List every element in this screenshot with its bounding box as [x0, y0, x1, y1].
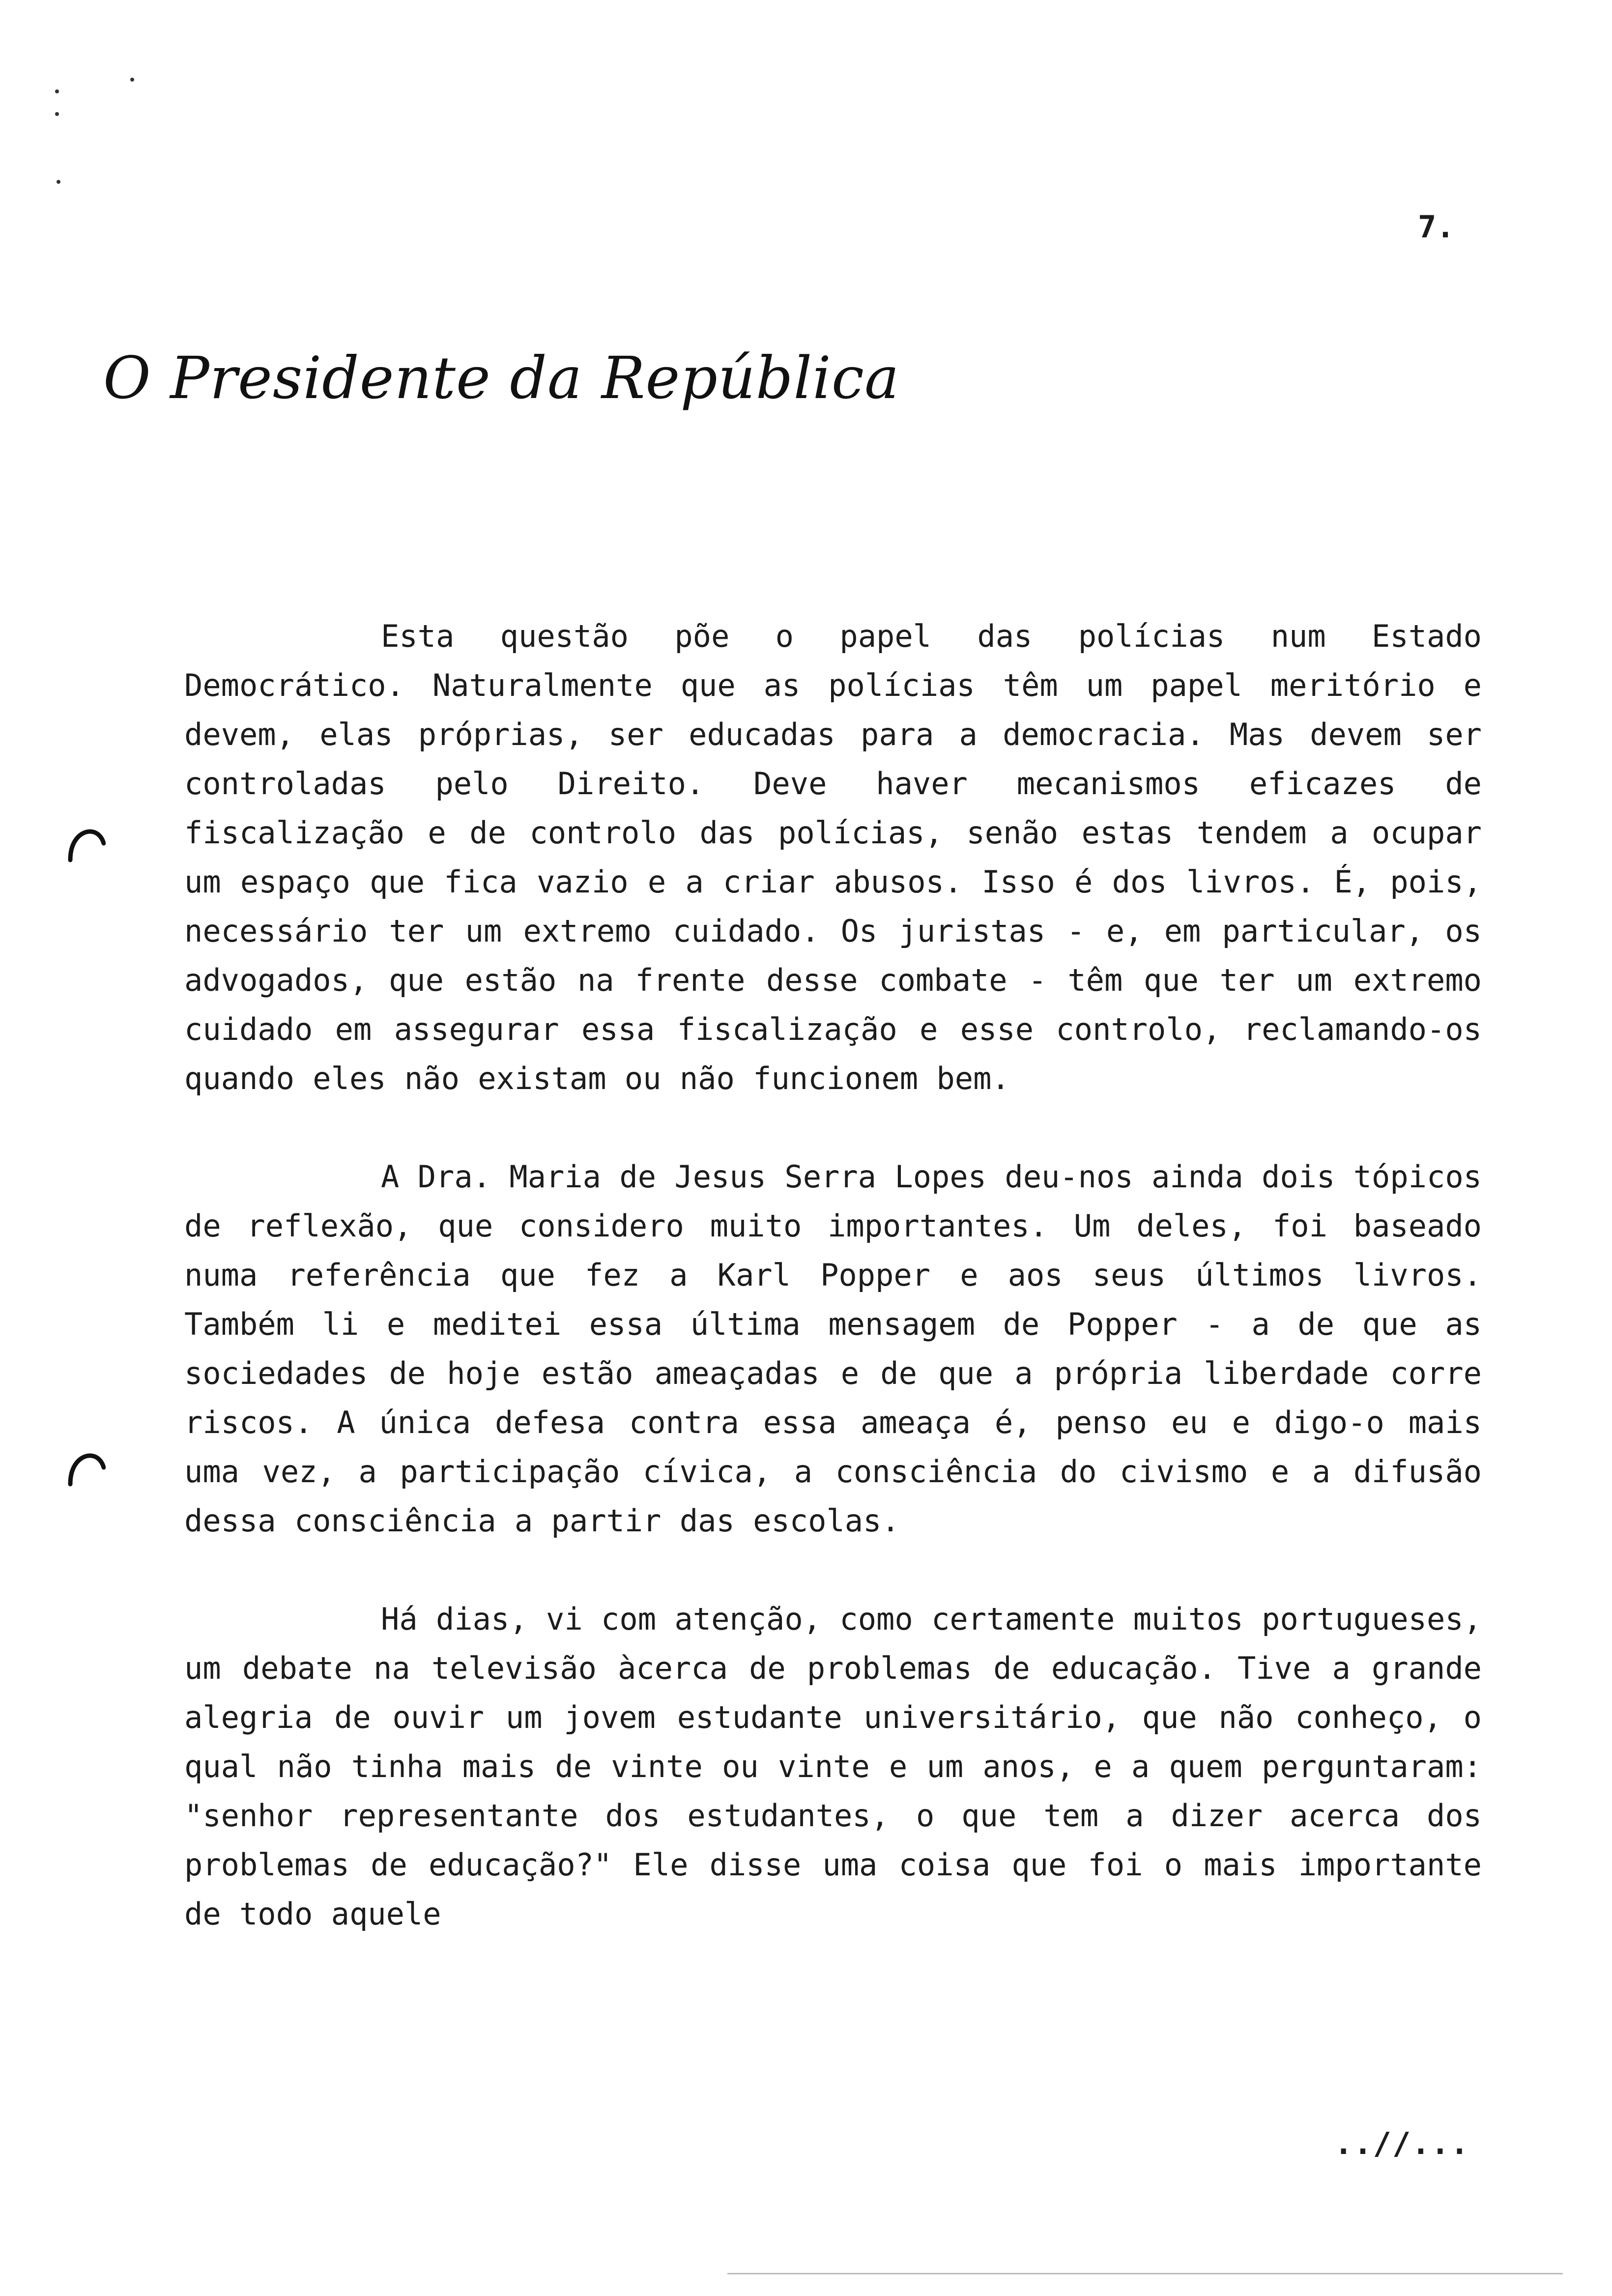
paragraph-police-role: Esta questão põe o papel das polícias num Estado Democrático. Naturalmente que as polícias têm um papel meritório e devem, elas próprias, ser educadas para a democracia. Mas devem ser controladas pelo Direito. Deve haver mecanismos eficazes de fiscalização e de controlo das polícias, senão estas tendem a ocupar um espaço que fica vazio e a criar abusos. Isso é dos livros. É, pois, necessário ter um extremo cuidado. Os juristas - e, em particular, os advogados, que estão na frente desse combate - têm que ter um extremo cuidado em assegurar essa fiscalização e esse controlo, reclamando-os quando eles não existam ou não funcionem bem. — [184, 618, 1482, 1096]
scan-speck — [130, 78, 134, 82]
binder-hole-mark-top — [66, 826, 106, 865]
page-number: 7. — [1418, 209, 1455, 245]
paragraph-popper-reflection: A Dra. Maria de Jesus Serra Lopes deu-nos ainda dois tópicos de reflexão, que considero muito importantes. Um deles, foi baseado numa referência que fez a Karl Popper e aos seus últimos livros. Também li e meditei essa última mensagem de Popper - a de que as sociedades de hoje estão ameaçadas e de que a própria liberdade corre riscos. A única defesa contra essa ameaça é, penso eu e digo-o mais uma vez, a participação cívica, a consciência do civismo e a difusão dessa consciência a partir das escolas. — [184, 1159, 1482, 1539]
scan-speck — [55, 112, 59, 116]
binder-hole-mark-bottom — [66, 1450, 106, 1489]
scan-speck — [55, 89, 59, 93]
paragraph-television-debate: Há dias, vi com atenção, como certamente muitos portugueses, um debate na televisão àcerca de problemas de educação. Tive a grande alegria de ouvir um jovem estudante universitário, que não conheço, o qual não tinha mais de vinte ou vinte e um anos, e a quem perguntaram: "senhor representante dos estudantes, o que tem a dizer acerca dos problemas de educação?" Ele disse uma coisa que foi o mais importante de todo aquele — [184, 1601, 1482, 1932]
scan-speck — [57, 180, 60, 184]
letterhead-title: O Presidente da República — [103, 344, 900, 412]
scan-edge-line — [727, 2273, 1563, 2274]
document-body — [184, 612, 1482, 1939]
continuation-mark: ..//... — [1334, 2125, 1470, 2161]
